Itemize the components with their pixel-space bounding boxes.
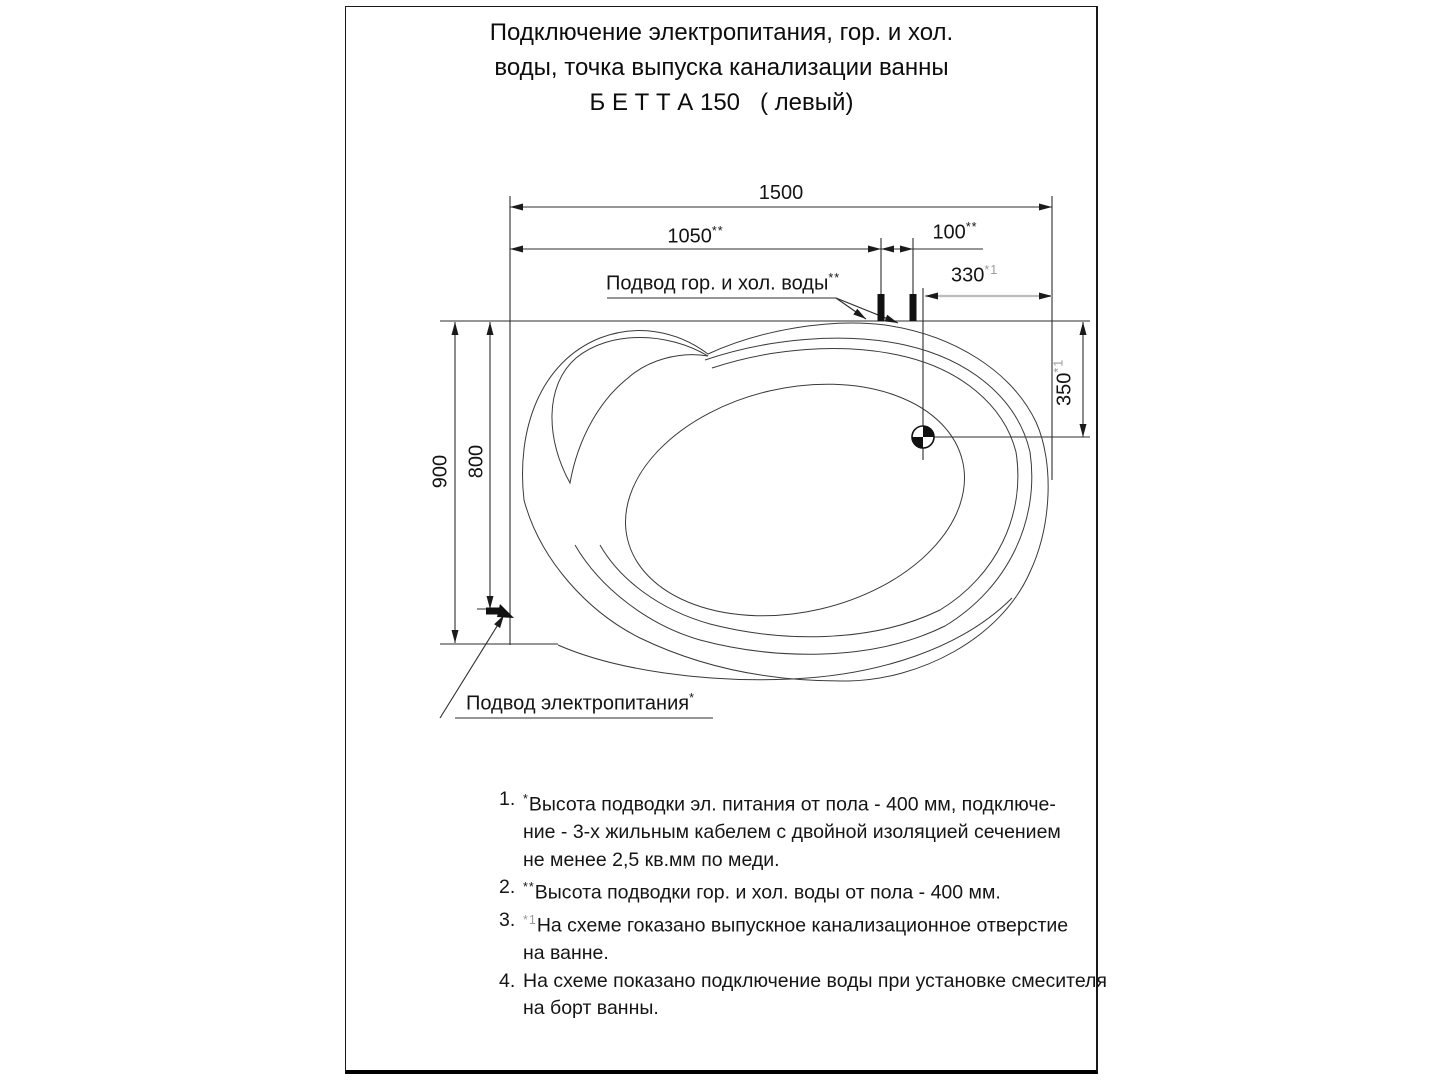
note-4-line-2: на борт ванны. [523,997,659,1019]
note-1-line-3: не менее 2,5 кв.мм по меди. [523,848,780,871]
note-1-line-1: Высота подводки эл. питания от пола - 400 мм, подключе- [528,793,1056,816]
note-1-number: 1. [499,788,516,810]
water-supply-label-marker: ** [828,271,841,285]
dim-100-marker: ** [965,220,978,234]
note-3-line-2: на ванне. [523,942,609,964]
dim-100-value: 100 [932,221,966,244]
leader-lines [440,298,898,718]
note-1-line-2: ние - 3-х жильным кабелем с двойной изоляцией сечением [523,821,1061,843]
tub-outline [523,323,1049,681]
note-4 [499,968,1107,1023]
dim-330-value: 330 [951,264,985,287]
dim-1050-value: 1050 [667,225,712,248]
power-supply-label-text: Подвод электропитания [466,692,690,715]
power-supply-label [466,691,695,716]
note-1 [499,786,1107,874]
note-4-number: 4. [499,969,516,992]
note-3-marker: *1 [523,913,537,927]
notes-block [499,786,1107,1023]
tub-headrest [552,338,708,484]
dim-label-900: 900 [429,454,452,489]
dim-label-100 [895,220,1015,245]
note-1-marker: * [523,792,529,806]
dim-label-800: 800 [465,444,488,479]
note-3-number: 3. [499,909,516,931]
note-2-marker: ** [523,880,535,894]
note-2-number: 2. [499,876,516,898]
dim-label-1500: 1500 [758,182,804,204]
note-3 [499,907,1107,968]
note-2 [499,874,1107,907]
dim-label-1050 [510,224,881,249]
page-title-line-2: воды, точка выпуска канализации ванны [494,54,949,81]
water-supply-marks [878,294,917,321]
water-supply-label [606,271,840,296]
note-3-line-1: На схеме гоказано выпускное канализационное отверстие [536,914,1069,937]
dim-350-value: 350 [1053,372,1076,406]
water-supply-label-text: Подвод гор. и хол. воды [606,272,829,295]
tub-skirt [558,598,1012,680]
tub-outer-rim [523,323,1049,681]
page-title-line-3: Б Е Т Т А 150 ( левый) [589,89,854,116]
dim-label-350 [1052,338,1077,426]
note-2-line-1: Высота подводки гор. и хол. воды от пола - 400 мм. [534,881,1001,904]
tub-rim-line-3 [600,349,1018,637]
dim-label-330 [951,263,998,288]
dim-1050-marker: ** [711,224,724,238]
power-supply-label-marker: * [689,691,695,705]
dim-350-marker: *1 [1051,358,1066,373]
page-title-line-1: Подключение электропитания, гор. и хол. [489,19,954,46]
drain-symbol [912,426,934,448]
dim-330-marker: *1 [984,263,999,277]
note-4-line-1: На схеме показано подключение воды при установке смесителя [523,969,1107,992]
